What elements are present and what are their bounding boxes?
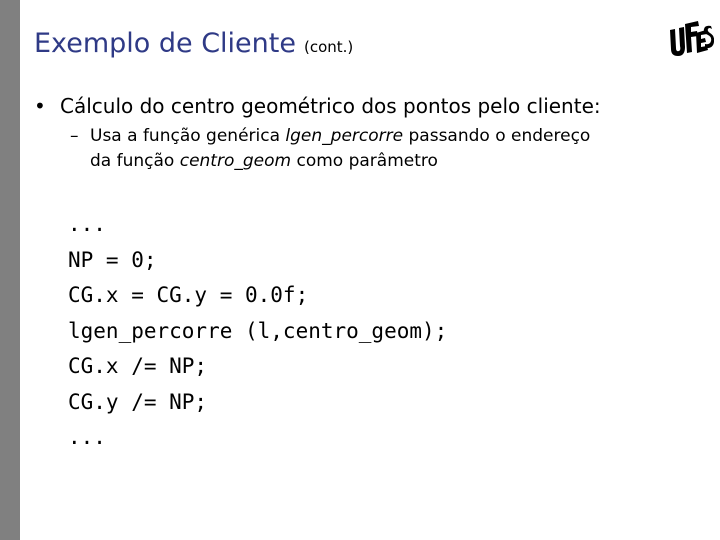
sub-bullet-point bbox=[70, 124, 690, 174]
sub-bullet-marker: – bbox=[70, 126, 79, 146]
code-line: CG.x /= NP; bbox=[68, 354, 208, 378]
slide-title-text: Exemplo de Cliente bbox=[34, 28, 296, 59]
sub-bullet-text-3: da função bbox=[90, 151, 180, 171]
sub-bullet-continuation bbox=[70, 149, 690, 174]
code-line: NP = 0; bbox=[68, 247, 157, 272]
slide-title-suffix: (cont.) bbox=[303, 38, 354, 56]
code-line: ... bbox=[68, 212, 106, 236]
code-line: CG.x = CG.y = 0.0f; bbox=[68, 283, 309, 307]
code-line: CG.y /= NP; bbox=[68, 389, 208, 414]
sub-bullet-text-2: passando o endereço bbox=[403, 126, 591, 146]
sub-bullet-text-1: Usa a função genérica bbox=[90, 126, 286, 146]
bullet-marker: • bbox=[34, 94, 46, 118]
code-line: lgen_percorre (l,centro_geom); bbox=[68, 318, 448, 343]
sub-bullet-italic-2: centro_geom bbox=[179, 151, 292, 171]
sub-bullet-text-4: como parâmetro bbox=[291, 151, 438, 171]
bullet-point bbox=[34, 92, 601, 120]
slide-title bbox=[34, 26, 353, 65]
sub-bullet-italic-1: lgen_percorre bbox=[285, 126, 404, 146]
left-sidebar-bar bbox=[0, 0, 20, 540]
bullet-text: Cálculo do centro geométrico dos pontos pelo cliente: bbox=[60, 94, 601, 118]
ufes-logo bbox=[668, 18, 714, 62]
code-block bbox=[68, 207, 447, 456]
code-line: ... bbox=[68, 425, 106, 449]
